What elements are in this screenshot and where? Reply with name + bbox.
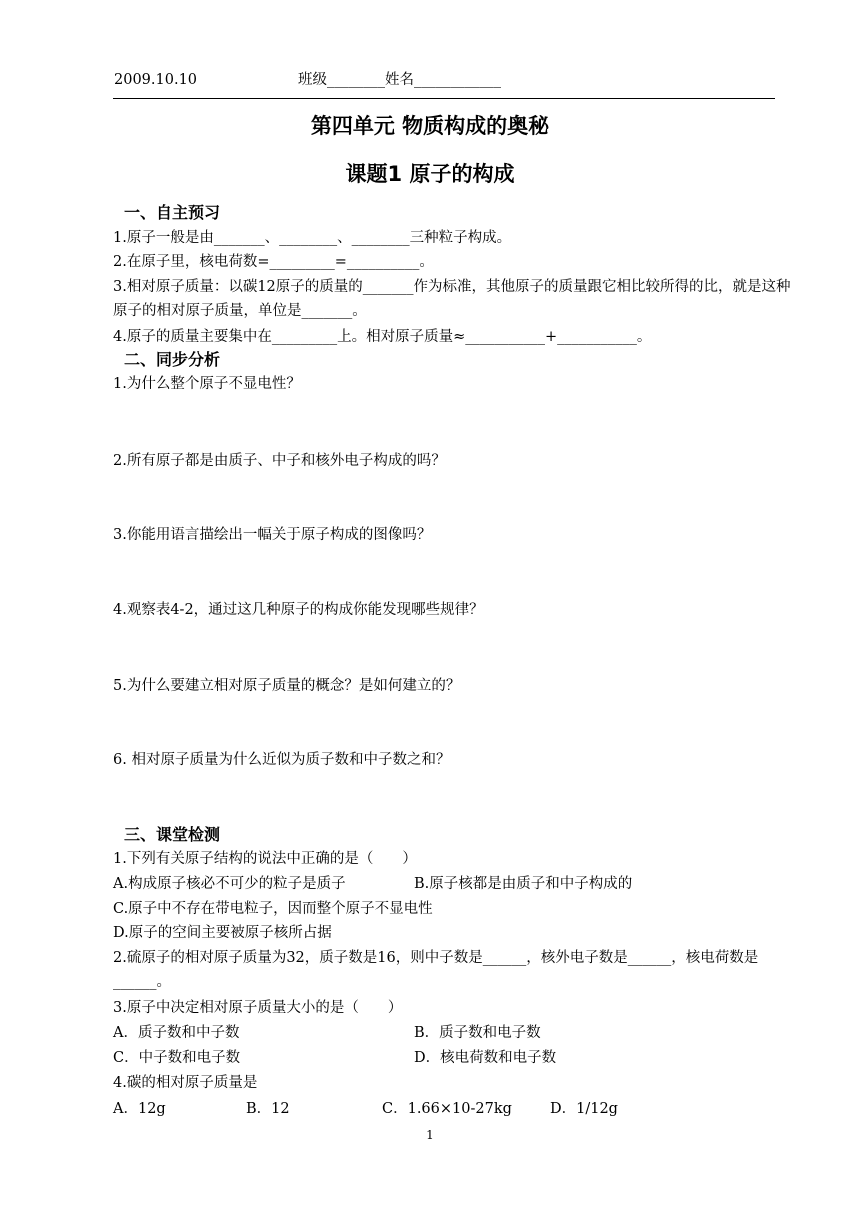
quiz-q4-option-a: A．12g — [113, 1101, 166, 1117]
quiz-q4-option-d: D．1/12g — [550, 1101, 618, 1117]
analysis-question: 3.你能用语言描绘出一幅关于原子构成的图像吗？ — [113, 527, 432, 543]
lesson-title: 课题1 原子的构成 — [345, 162, 515, 186]
preview-item: 3.相对原子质量：以碳12原子的质量的_______作为标准，其他原子的质量跟它相比较所得的比，就是这种原子的相对原子质量，单位是_______。 — [113, 279, 791, 319]
quiz-q1-option-b: B.原子核都是由质子和中子构成的 — [414, 876, 633, 892]
preview-item: 1.原子一般是由_______、________、________三种粒子构成。 — [113, 230, 512, 246]
quiz-q3-option-d: D．核电荷数和电子数 — [414, 1050, 557, 1066]
header-date: 2009.10.10 — [114, 72, 198, 88]
header-class-name: 班级________姓名____________ — [298, 72, 501, 88]
quiz-q3-option-c: C．中子数和电子数 — [113, 1050, 241, 1066]
quiz-q2: 2.硫原子的相对原子质量为32，质子数是16，则中子数是______，核外电子数是______，核电荷数是______。 — [113, 950, 759, 990]
quiz-q4-option-b: B．12 — [246, 1101, 290, 1117]
unit-title: 第四单元 物质构成的奥秘 — [310, 114, 550, 138]
quiz-q4-option-c: C．1.66×10-27kg — [382, 1101, 512, 1117]
analysis-question: 4.观察表4-2，通过这几种原子的构成你能发现哪些规律？ — [113, 602, 484, 618]
quiz-q1-option-d: D.原子的空间主要被原子核所占据 — [113, 925, 332, 941]
quiz-q3-stem: 3.原子中决定相对原子质量大小的是（ ） — [113, 1000, 403, 1016]
quiz-q4-stem: 4.碳的相对原子质量是 — [113, 1075, 258, 1091]
quiz-q1-option-a: A.构成原子核必不可少的粒子是质子 — [113, 876, 346, 892]
analysis-question: 6. 相对原子质量为什么近似为质子数和中子数之和？ — [113, 752, 451, 768]
analysis-question: 1.为什么整个原子不显电性？ — [113, 376, 301, 392]
preview-item: 4.原子的质量主要集中在_________上。相对原子质量≈___________+___________。 — [113, 329, 652, 345]
preview-item: 2.在原子里，核电荷数=_________=__________。 — [113, 254, 434, 270]
quiz-q3-option-a: A．质子数和中子数 — [113, 1025, 240, 1041]
analysis-question: 5.为什么要建立相对原子质量的概念？是如何建立的？ — [113, 678, 461, 694]
section1-heading: 一、自主预习 — [124, 203, 221, 222]
quiz-q1-stem: 1.下列有关原子结构的说法中正确的是（ ） — [113, 851, 417, 867]
quiz-q1-option-c: C.原子中不存在带电粒子，因而整个原子不显电性 — [113, 901, 433, 917]
page-number: 1 — [426, 1128, 434, 1142]
header-rule — [113, 98, 775, 99]
section2-heading: 二、同步分析 — [124, 350, 221, 369]
section3-heading: 三、课堂检测 — [124, 825, 221, 844]
quiz-q3-option-b: B．质子数和电子数 — [414, 1025, 541, 1041]
analysis-question: 2.所有原子都是由质子、中子和核外电子构成的吗？ — [113, 453, 446, 469]
